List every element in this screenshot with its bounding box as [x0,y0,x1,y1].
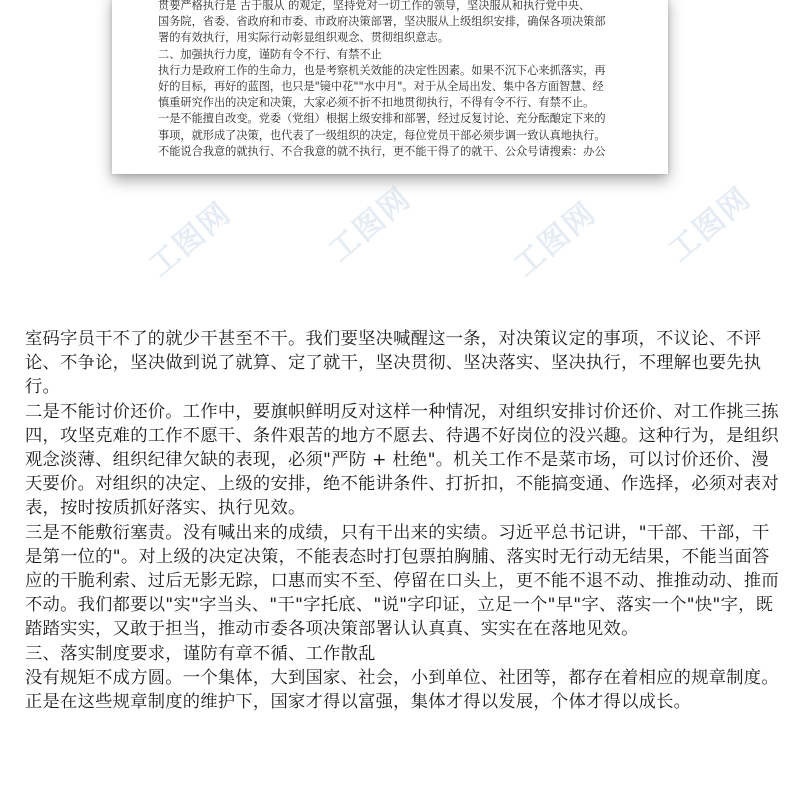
preview-line: 一是不能擅自改变。党委（党组）根据上级安排和部署，经过反复讨论、充分酝酿定下来的 [158,112,606,126]
watermark: 工图网 [142,195,239,284]
body-paragraph: 三是不能敷衍塞责。没有喊出来的成绩，只有干出来的实绩。习近平总书记讲，"干部、干部，干是第一位的"。对上级的决定决策，不能表态时打包票拍胸脯、落实时无行动无结果，不能当面答应的干脆利索、过后无影无踪，口惠而实不至、停留在口头上，更不能不退不动、推推动动、推而不动。我们都要以"实"字当头、"干"字托底、"说"字印证，立足一个"早"字、落实一个"快"字，既踏踏实实，又敢于担当，推动市委各项决策部署认认真真、实实在在落地见效。 [25,522,779,640]
preview-line: 贯要严格执行是 古于服从 的观定，坚持党对一切工作的领导，坚决服从和执行党中央、 [158,0,591,12]
watermark: 工图网 [662,180,759,269]
preview-line: 执行力是政府工作的生命力，也是考察机关效能的决定性因素。如果不沉下心来抓落实，再 [158,63,606,77]
preview-line: 不能说合我意的就执行、不合我意的就不执行，更不能干得了的就干、公众号请搜索：办公 [158,144,606,158]
preview-line: 事项，就形成了决策，也代表了一级组织的决定，每位党员干部必须步调一致认真地执行。 [158,128,606,142]
preview-line: 好的目标，再好的蓝图，也只是"镜中花""水中月"。对于从全局出发、集中各方面智慧、经 [158,79,604,93]
preview-line: 二、加强执行力度，谨防有令不行、有禁不止 [158,47,382,61]
section-heading: 三、落实制度要求，谨防有章不循、工作散乱 [25,643,376,664]
preview-line: 国务院，省委、省政府和市委、市政府决策部署，坚决服从上级组织安排，确保各项决策部 [158,15,606,29]
document-body [25,327,781,714]
preview-line: 署的有效执行，用实际行动彰显组织观念、贯彻组织意志。 [158,31,449,45]
document-preview-area [0,0,800,300]
body-paragraph: 室码字员干不了的就少干甚至不干。我们要坚决喊醒这一条，对决策议定的事项，不议论、不评论、不争论，坚决做到说了就算、定了就干，坚决贯彻、坚决落实、坚决执行，不理解也要先执行。 [25,329,762,398]
document-preview-text [158,0,642,160]
preview-line: 慎重研究作出的决定和决策，大家必须不折不扣地贯彻执行，不得有令不行、有禁不止。 [158,96,595,110]
body-paragraph: 没有规矩不成方圆。一个集体，大到国家、社会，小到单位、社团等，都存在着相应的规章制度。正是在这些规章制度的维护下，国家才得以富强，集体才得以发展，个体才得以成长。 [25,667,779,713]
body-paragraph: 二是不能讨价还价。工作中，要旗帜鲜明反对这样一种情况，对组织安排讨价还价、对工作挑三拣四，攻坚克难的工作不愿干、条件艰苦的地方不愿去、待遇不好岗位的没兴趣。这种行为，是组织观念淡薄、组织纪律欠缺的表现，必须"严防 + 杜绝"。机关工作不是菜市场，可以讨价还价、漫天要价。对组织的决定、上级的安排，绝不能讲条件、打折扣，不能搞变通、作选择，必须对表对表，按时按质抓好落实、执行见效。 [25,401,779,519]
document-preview-card [112,0,668,174]
watermark: 工图网 [507,195,604,284]
watermark: 工图网 [322,180,419,269]
